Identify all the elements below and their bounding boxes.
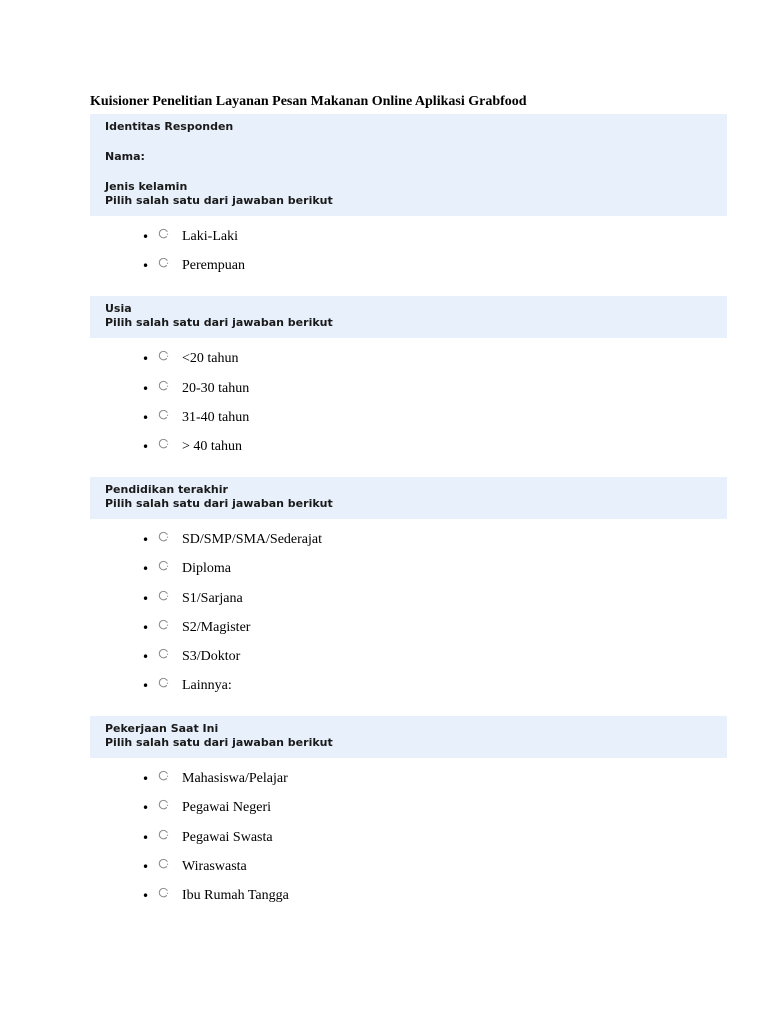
option-label: Pegawai Negeri xyxy=(182,800,272,816)
bullet-icon: • xyxy=(142,620,150,635)
bullet-icon: • xyxy=(142,649,150,664)
option-label: S3/Doktor xyxy=(182,648,241,664)
radio-icon[interactable] xyxy=(158,887,169,898)
option-label: Pegawai Swasta xyxy=(182,829,273,845)
radio-option[interactable] xyxy=(142,406,727,435)
radio-icon[interactable] xyxy=(158,770,169,781)
section-label: Usia xyxy=(105,302,132,316)
radio-option[interactable] xyxy=(142,254,727,283)
option-label: SD/SMP/SMA/Sederajat xyxy=(182,532,323,548)
bullet-icon: • xyxy=(142,591,150,606)
section-instruction: Pilih salah satu dari jawaban berikut xyxy=(105,316,333,330)
option-label: Diploma xyxy=(182,561,231,577)
section-header-pekerjaan xyxy=(90,716,727,758)
radio-option[interactable] xyxy=(142,826,727,855)
radio-option[interactable] xyxy=(142,616,727,645)
section-label: Pekerjaan Saat Ini xyxy=(105,722,219,736)
radio-option[interactable] xyxy=(142,435,727,464)
option-label: Ibu Rumah Tangga xyxy=(182,888,289,903)
radio-option[interactable] xyxy=(142,645,727,674)
bullet-icon: • xyxy=(142,889,150,903)
radio-icon[interactable] xyxy=(158,228,169,239)
bullet-icon: • xyxy=(142,830,150,845)
bullet-icon: • xyxy=(142,533,150,548)
section-header-pendidikan xyxy=(90,477,727,519)
radio-icon[interactable] xyxy=(158,799,169,810)
bullet-icon: • xyxy=(142,259,150,274)
radio-option[interactable] xyxy=(142,557,727,586)
option-label: > 40 tahun xyxy=(182,438,242,454)
radio-icon[interactable] xyxy=(158,380,169,391)
option-label: S1/Sarjana xyxy=(182,590,243,606)
questionnaire-page xyxy=(90,92,727,926)
section-header-usia xyxy=(90,296,727,338)
bullet-icon: • xyxy=(142,679,150,694)
bullet-icon: • xyxy=(142,439,150,454)
name-label: Nama: xyxy=(105,150,145,163)
bullet-icon: • xyxy=(142,859,150,874)
bullet-icon: • xyxy=(142,352,150,367)
option-label: 20-30 tahun xyxy=(182,380,250,396)
radio-option[interactable] xyxy=(142,796,727,825)
radio-icon[interactable] xyxy=(158,350,169,361)
bullet-icon: • xyxy=(142,801,150,816)
radio-option[interactable] xyxy=(142,528,727,557)
section-instruction: Pilih salah satu dari jawaban berikut xyxy=(105,194,333,207)
radio-icon[interactable] xyxy=(158,858,169,869)
bullet-icon: • xyxy=(142,772,150,787)
radio-option[interactable] xyxy=(142,347,727,376)
radio-icon[interactable] xyxy=(158,829,169,840)
options-jenis-kelamin xyxy=(90,216,727,296)
radio-icon[interactable] xyxy=(158,619,169,630)
section-instruction: Pilih salah satu dari jawaban berikut xyxy=(105,497,333,511)
section-label: Pendidikan terakhir xyxy=(105,483,228,497)
radio-icon[interactable] xyxy=(158,438,169,449)
options-usia xyxy=(90,338,727,477)
option-label: Perempuan xyxy=(182,258,245,274)
option-label: Wiraswasta xyxy=(182,858,247,874)
radio-icon[interactable] xyxy=(158,560,169,571)
section-header-jenis-kelamin xyxy=(90,114,727,216)
radio-icon[interactable] xyxy=(158,590,169,601)
option-label: Laki-Laki xyxy=(182,229,238,244)
option-label: S2/Magister xyxy=(182,619,251,635)
radio-option[interactable] xyxy=(142,855,727,884)
radio-option[interactable] xyxy=(142,225,727,254)
radio-icon[interactable] xyxy=(158,257,169,268)
radio-icon[interactable] xyxy=(158,648,169,659)
radio-icon[interactable] xyxy=(158,409,169,420)
page-title: Kuisioner Penelitian Layanan Pesan Makanan Online Aplikasi Grabfood xyxy=(90,94,527,109)
section-label: Jenis kelamin xyxy=(105,180,188,193)
identity-heading: Identitas Responden xyxy=(105,120,234,133)
bullet-icon: • xyxy=(142,230,150,244)
radio-option[interactable] xyxy=(142,767,727,796)
options-pekerjaan xyxy=(90,758,727,926)
radio-icon[interactable] xyxy=(158,677,169,688)
radio-option[interactable] xyxy=(142,377,727,406)
bullet-icon: • xyxy=(142,410,150,425)
option-label: <20 tahun xyxy=(182,351,239,367)
radio-option[interactable] xyxy=(142,674,727,703)
options-pendidikan xyxy=(90,519,727,716)
option-label: Mahasiswa/Pelajar xyxy=(182,771,288,787)
section-instruction: Pilih salah satu dari jawaban berikut xyxy=(105,736,333,750)
radio-option[interactable] xyxy=(142,884,727,913)
radio-option[interactable] xyxy=(142,587,727,616)
bullet-icon: • xyxy=(142,562,150,577)
bullet-icon: • xyxy=(142,381,150,396)
radio-icon[interactable] xyxy=(158,531,169,542)
option-label: 31-40 tahun xyxy=(182,409,250,425)
option-label: Lainnya: xyxy=(182,678,232,694)
